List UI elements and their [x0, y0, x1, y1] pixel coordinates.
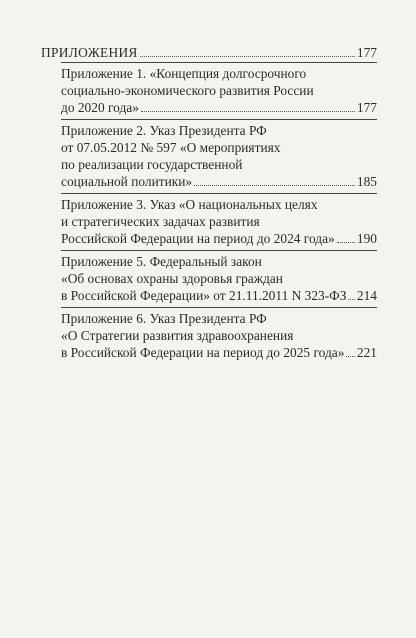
toc-entry-line: и стратегических задачах развития — [61, 214, 260, 229]
toc-entry-page: 221 — [356, 345, 377, 360]
toc-entry-1[interactable] — [61, 63, 377, 118]
toc-entry-line: «О Стратегии развития здравоохранения — [61, 328, 294, 343]
toc-entry-line: Российской Федерации на период до 2024 года» — [61, 231, 335, 246]
toc-entry-5[interactable] — [61, 251, 377, 306]
toc-entry-page: 177 — [356, 100, 377, 115]
toc-entry-6[interactable] — [61, 308, 377, 363]
toc-entry-page: 214 — [356, 288, 377, 303]
toc-entry-line: Приложение 2. Указ Президента РФ — [61, 123, 267, 138]
toc-entry-line: по реализации государственной — [61, 157, 243, 172]
toc-main-row[interactable] — [41, 44, 377, 61]
toc-entry-line: Приложение 1. «Концепция долгосрочного — [61, 66, 307, 81]
toc-entry-line: социально-экономического развития России — [61, 83, 314, 98]
toc-entry-line: до 2020 года» — [61, 100, 139, 115]
toc-main-page: 177 — [356, 45, 377, 60]
toc-entry-2[interactable] — [61, 120, 377, 192]
toc-entry-page: 185 — [356, 174, 377, 189]
toc-entry-line: от 07.05.2012 № 597 «О мероприятиях — [61, 140, 281, 155]
toc-leader-dots — [194, 185, 355, 186]
toc-leader-dots — [141, 111, 355, 112]
table-of-contents — [41, 44, 377, 363]
toc-main-label: ПРИЛОЖЕНИЯ — [41, 45, 138, 60]
toc-entry-line: «Об основах охраны здоровья граждан — [61, 271, 283, 286]
toc-entry-page: 190 — [356, 231, 377, 246]
toc-entry-line: социальной политики» — [61, 174, 193, 189]
toc-entry-line: в Российской Федерации» от 21.11.2011 N 323-ФЗ — [61, 288, 347, 303]
toc-entry-line: Приложение 6. Указ Президента РФ — [61, 311, 267, 326]
toc-entries — [61, 63, 377, 363]
toc-entry-3[interactable] — [61, 194, 377, 249]
toc-leader-dots — [346, 356, 355, 357]
toc-leader-dots — [348, 299, 354, 300]
toc-entry-line: в Российской Федерации на период до 2025 года» — [61, 345, 345, 360]
toc-entry-line: Приложение 3. Указ «О национальных целях — [61, 197, 318, 212]
toc-leader-dots — [337, 242, 355, 243]
toc-entry-line: Приложение 5. Федеральный закон — [61, 254, 262, 269]
toc-leader-dots — [140, 56, 355, 57]
